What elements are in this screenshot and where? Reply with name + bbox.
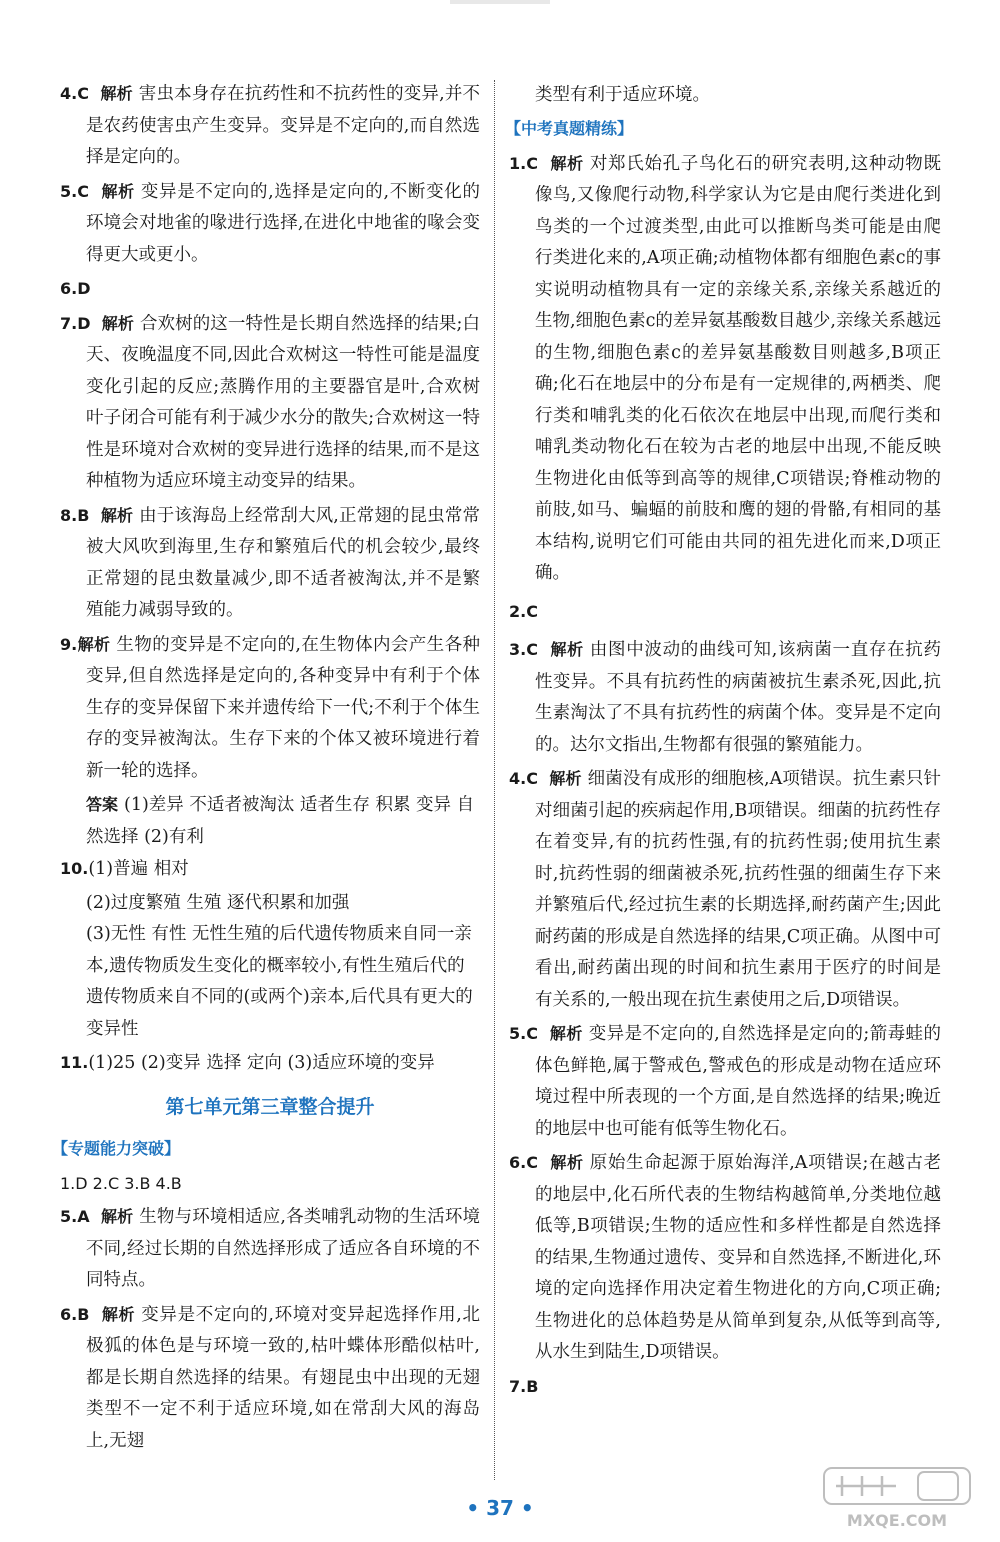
item11-text: (1)25 (2)变异 选择 定向 (3)适应环境的变异 xyxy=(88,1053,435,1073)
item-number: 6. xyxy=(60,279,78,298)
analysis-label: 解析 xyxy=(101,1207,134,1226)
analysis-label: 解析 xyxy=(101,181,135,201)
analysis-text: 由于该海岛上经常刮大风,正常翅的昆虫常常被大风吹到海里,生存和繁殖后代的机会较少,最终正常翅的昆虫数量减少,即不适者被淘汰,并不是繁殖能力减弱导致的。 xyxy=(86,505,480,620)
right-item-6 xyxy=(509,1147,941,1369)
item-number: 5. xyxy=(60,1207,78,1226)
left-item2-5 xyxy=(60,1201,480,1297)
top-edge-mark xyxy=(440,0,560,8)
right-item-3 xyxy=(509,634,941,761)
analysis-text: 原始生命起源于原始海洋,A项错误;在越古老的地层中,化石所代表的生物结构越简单,分类地位越低等,B项错误;生物的适应性和多样性都是自然选择的结果,生物通过遗传、变异和自然选择,不断进化,环境的定向选择作用决定着生物进化的方向,C项正确;生物进化的总体趋势是从简单到复杂,从低等到高等,从水生到陆生,D项错误。 xyxy=(535,1153,941,1362)
watermark-logo xyxy=(822,1462,972,1532)
analysis-text: 变异是不定向的,选择是定向的,不断变化的环境会对地雀的喙进行选择,在进化中地雀的喙会变得更大或更小。 xyxy=(86,181,480,265)
item-answer: B xyxy=(77,505,90,525)
item10-line-3: (3)无性 有性 无性生殖的后代遗传物质来自同一亲本,遗传物质发生变化的概率较小,有性生殖后代的遗传物质来自不同的(或两个)亲本,后代具有更大的变异性 xyxy=(86,924,473,1039)
item-answer: C xyxy=(526,153,538,173)
answer-text: (1)差异 不适者被淘汰 适者生存 积累 变异 自然选择 (2)有利 xyxy=(86,795,475,847)
item-answer: C xyxy=(526,601,538,621)
item-answer: C xyxy=(526,769,538,788)
analysis-text: 合欢树的这一特性是长期自然选择的结果;白天、夜晚温度不同,因此合欢树这一特性可能是温度变化引起的反应;蒸腾作用的主要器官是叶,合欢树叶子闭合可能有利于减少水分的散失;合欢树这一特性是环境对合欢树的变异进行选择的结果,而不是这种植物为适应环境主动变异的结果。 xyxy=(86,313,480,491)
item-number: 5. xyxy=(509,1024,527,1043)
analysis-label: 解析 xyxy=(550,153,584,173)
watermark-text: MXQE.COM xyxy=(846,1511,948,1530)
left-item-7 xyxy=(60,308,480,498)
analysis-label: 解析 xyxy=(100,84,133,103)
right-item-1 xyxy=(509,148,941,590)
right-item-5 xyxy=(509,1018,941,1145)
left-item-10 xyxy=(60,853,480,886)
right-column xyxy=(505,80,941,1405)
item-answer: C xyxy=(77,84,89,103)
item-number: 11. xyxy=(60,1053,89,1072)
page-number: • 37 • xyxy=(466,1496,534,1520)
left-item-9 xyxy=(60,629,480,788)
item-answer: A xyxy=(77,1207,90,1226)
analysis-label: 解析 xyxy=(100,505,134,525)
item-answer: C xyxy=(77,181,89,201)
item-number: 5. xyxy=(60,181,78,201)
left-item-6 xyxy=(60,273,480,306)
item-number: 10. xyxy=(60,859,89,878)
item-answer: D xyxy=(77,279,91,298)
analysis-label: 解析 xyxy=(549,1024,583,1043)
analysis-text: 生物与环境相适应,各类哺乳动物的生活环境不同,经过长期的自然选择形成了适应各自环境的不同特点。 xyxy=(86,1207,480,1290)
left-item-11 xyxy=(60,1047,480,1080)
item-answer: C xyxy=(526,1153,538,1172)
analysis-text: 害虫本身存在抗药性和不抗药性的变异,并不是农药使害虫产生变异。变异是不定向的,而自然选择是定向的。 xyxy=(86,84,480,167)
item-number: 3. xyxy=(509,640,527,659)
item-answer: C xyxy=(526,1024,538,1043)
left-item-8 xyxy=(60,500,480,627)
item-number: 7. xyxy=(60,313,78,333)
section-title: 第七单元第三章整合提升 xyxy=(165,1095,375,1118)
left-item-4 xyxy=(60,78,480,174)
item-number: 2. xyxy=(509,601,527,621)
item-number: 1. xyxy=(509,153,527,173)
analysis-label: 解析 xyxy=(549,769,582,788)
column-divider xyxy=(494,80,495,1480)
answer-label: 答案 xyxy=(86,795,119,814)
analysis-text: 对郑氏始孔子鸟化石的研究表明,这种动物既像鸟,又像爬行动物,科学家认为它是由爬行类进化到鸟类的一个过渡类型,由此可以推断鸟类可能是由爬行类进化来的,A项正确;动植物体都有细胞色素c的事实说明动植物具有一定的亲缘关系,亲缘关系越近的生物,细胞色素c的差异氨基酸数目越少,亲缘关系越远的生物,细胞色素c的差异氨基酸数目则越多,B项正确;化石在地层中的分布是有一定规律的,两栖类、爬行类和哺乳类的化石依次在地层中出现,而爬行类和哺乳类动物化石在较为古老的地层中出现,不能反映生物进化由低等到高等的规律,C项错误;脊椎动物的前肢,如马、蝙蝠的前肢和鹰的翅的骨骼,有相同的基本结构,说明它们可能由共同的祖先进化而来,D项正确。 xyxy=(535,153,941,583)
item-answer: D xyxy=(77,313,91,333)
item-answer: C xyxy=(526,640,538,659)
item-answer: B xyxy=(77,1304,90,1324)
item9-answer xyxy=(60,789,480,853)
right-item-2 xyxy=(509,596,941,629)
item-number: 8. xyxy=(60,505,78,525)
analysis-text: 由图中波动的曲线可知,该病菌一直存在抗药性变异。不具有抗药性的病菌被抗生素杀死,因此,抗生素淘汰了不具有抗药性的病菌个体。变异是不定向的。达尔文指出,生物都有很强的繁殖能力。 xyxy=(535,640,941,755)
analysis-label: 解析 xyxy=(101,313,134,333)
quick-answers: 1.D 2.C 3.B 4.B xyxy=(60,1173,182,1193)
analysis-label: 解析 xyxy=(101,1304,136,1324)
item-answer: B xyxy=(526,1376,539,1396)
subsection-heading: 【中考真题精练】 xyxy=(505,118,634,138)
left-item2-6 xyxy=(60,1299,480,1458)
item-number: 6. xyxy=(60,1304,78,1324)
left-item-5 xyxy=(60,176,480,272)
analysis-text: 生物的变异是不定向的,在生物体内会产生各种变异,但自然选择是定向的,各种变异中有利于个体生存的变异保留下来并遗传给下一代;不利于个体生存的变异被淘汰。生存下来的个体又被环境进行着新一轮的选择。 xyxy=(86,634,480,781)
item10-line-1: (1)普遍 相对 xyxy=(88,859,189,879)
item-number: 4. xyxy=(509,769,527,788)
subsection-heading: 【专题能力突破】 xyxy=(52,1138,181,1158)
item10-line-2: (2)过度繁殖 生殖 逐代积累和加强 xyxy=(86,892,350,913)
left-column xyxy=(52,78,480,1459)
item-number: 4. xyxy=(60,84,78,103)
analysis-label: 解析 xyxy=(77,634,111,654)
analysis-label: 解析 xyxy=(550,1153,584,1172)
analysis-text: 变异是不定向的,环境对变异起选择作用,北极狐的体色是与环境一致的,枯叶蝶体形酷似枯叶,都是长期自然选择的结果。有翅昆虫中出现的无翅类型不一定不利于适应环境,如在常刮大风的海岛上,无翅 xyxy=(86,1304,480,1451)
item-number: 7. xyxy=(509,1376,527,1396)
item-number: 6. xyxy=(509,1153,527,1172)
continuation-text: 类型有利于适应环境。 xyxy=(535,85,710,105)
analysis-text: 细菌没有成形的细胞核,A项错误。抗生素只针对细菌引起的疾病起作用,B项错误。细菌的抗药性存在着变异,有的抗药性强,有的抗药性弱;使用抗生素时,抗药性弱的细菌被杀死,抗药性强的细菌生存下来并繁殖后代,经过抗生素的长期选择,耐药菌产生;因此耐药菌的形成是自然选择的结果,C项正确。从图中可看出,耐药菌出现的时间和抗生素用于医疗的时间是有关系的,一般出现在抗生素使用之后,D项错误。 xyxy=(535,769,941,1010)
analysis-label: 解析 xyxy=(550,640,584,659)
item-number: 9. xyxy=(60,634,78,654)
analysis-text: 变异是不定向的,自然选择是定向的;箭毒蛙的体色鲜艳,属于警戒色,警戒色的形成是动物在适应环境过程中所表现的一个方面,是自然选择的结果;晚近的地层中也可能有低等生物化石。 xyxy=(535,1024,941,1139)
right-item-4 xyxy=(509,763,941,1016)
right-item-7 xyxy=(509,1371,941,1404)
